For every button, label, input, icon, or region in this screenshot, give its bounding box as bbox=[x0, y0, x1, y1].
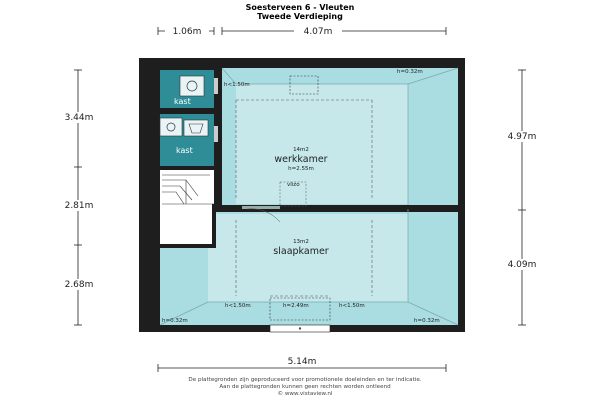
kast-door[interactable] bbox=[214, 78, 218, 94]
height-bottom-left: h<1.50m bbox=[225, 303, 251, 309]
dim-left-1: 3.44m bbox=[64, 113, 94, 123]
height-corner-right: h=0.32m bbox=[414, 318, 440, 324]
werkkamer-area: 14m2 bbox=[293, 147, 309, 153]
werkkamer-height: h=2.55m bbox=[288, 166, 314, 172]
dim-left-3: 2.68m bbox=[64, 280, 94, 290]
dim-right-1: 4.97m bbox=[507, 132, 537, 142]
stair-wall bbox=[160, 244, 216, 248]
slaapkamer-name: slaapkamer bbox=[273, 246, 329, 257]
window-handle-icon bbox=[299, 327, 301, 329]
sink-icon bbox=[184, 120, 208, 136]
footer-line-3: © www.vistaview.nl bbox=[277, 391, 333, 397]
dim-top-left: 1.06m bbox=[172, 27, 202, 37]
werkkamer-fullheight-zone bbox=[236, 84, 408, 204]
footer-line-1: De plattegronden zijn geproduceerd voor promotionele doeleinden en ter indicatie. bbox=[188, 377, 422, 383]
slaapkamer-area: 13m2 bbox=[293, 239, 309, 245]
dim-top-right: 4.07m bbox=[303, 27, 333, 37]
plan-subtitle: Tweede Verdieping bbox=[257, 12, 343, 21]
footer-line-2: Aan de plattegronden kunnen geen rechten worden ontleend bbox=[219, 384, 391, 390]
kast-door[interactable] bbox=[214, 126, 218, 142]
right-dimension bbox=[518, 70, 526, 325]
door-opening[interactable] bbox=[242, 206, 280, 209]
dim-bottom: 5.14m bbox=[287, 357, 317, 367]
dim-left-2: 2.81m bbox=[64, 201, 94, 211]
height-top-right: h=0.32m bbox=[397, 69, 423, 75]
height-kast-top: h<1.50m bbox=[224, 82, 250, 88]
vlizo-label: vlizo bbox=[287, 182, 300, 188]
werkkamer-name: werkkamer bbox=[274, 154, 328, 165]
kast-1-label: kast bbox=[174, 97, 191, 106]
dim-right-2: 4.09m bbox=[507, 260, 537, 270]
plan-title: Soesterveen 6 - Vleuten bbox=[245, 3, 355, 12]
boiler-icon bbox=[160, 118, 182, 136]
washer-icon bbox=[180, 76, 204, 96]
kast-separator bbox=[160, 108, 216, 114]
stair-wall-side bbox=[212, 204, 216, 248]
slaapkamer-fullheight-zone bbox=[208, 214, 408, 302]
kast-2-label: kast bbox=[176, 146, 193, 155]
height-bottom-center: h=2.49m bbox=[283, 303, 309, 309]
height-corner-left: h=0.32m bbox=[162, 318, 188, 324]
height-bottom-right: h<1.50m bbox=[339, 303, 365, 309]
